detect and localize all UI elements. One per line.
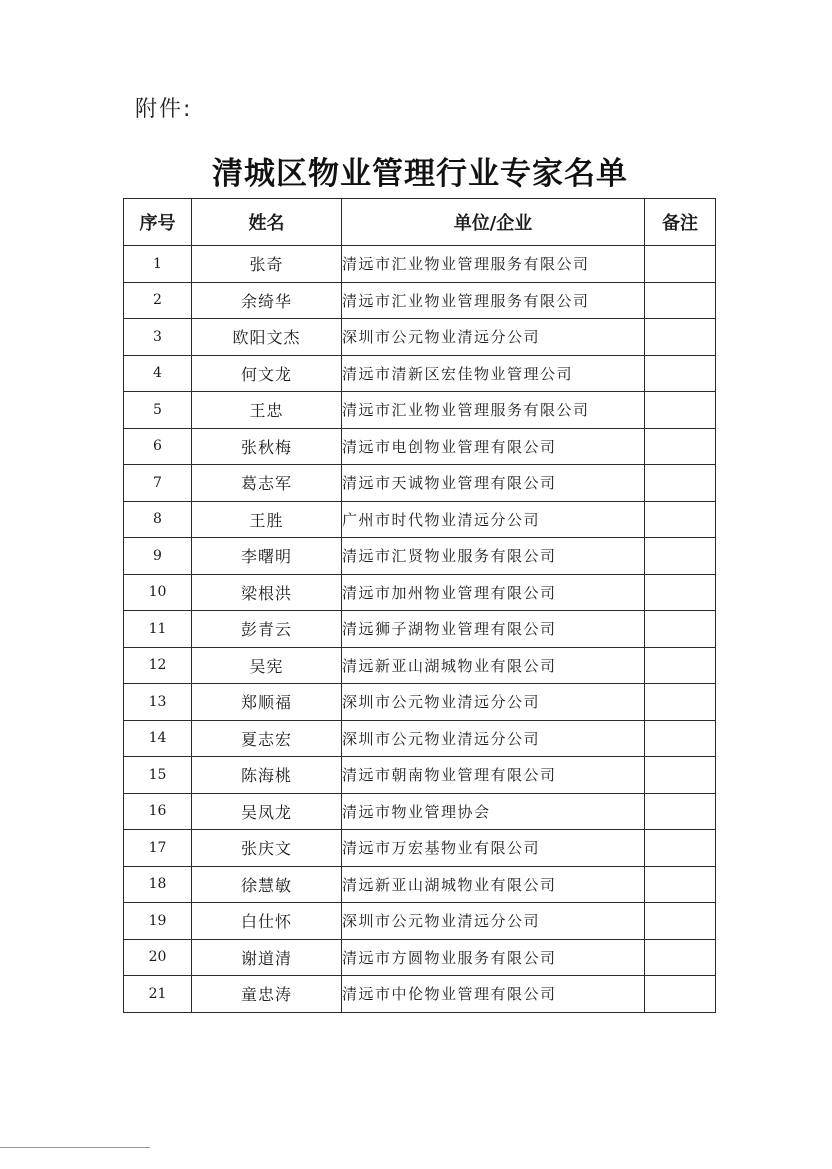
row-note-cell <box>645 976 716 1013</box>
row-seq-cell: 5 <box>124 392 192 429</box>
row-unit-cell: 清远市中伦物业管理有限公司 <box>342 976 645 1013</box>
row-name-cell: 吴凤龙 <box>192 793 342 830</box>
table-row <box>124 246 716 283</box>
row-unit-cell: 深圳市公元物业清远分公司 <box>342 319 645 356</box>
row-name-cell: 王忠 <box>192 392 342 429</box>
row-seq-cell: 8 <box>124 501 192 538</box>
row-unit-cell: 清远市汇业物业管理服务有限公司 <box>342 392 645 429</box>
row-note-cell <box>645 574 716 611</box>
row-note-cell <box>645 465 716 502</box>
table-row <box>124 647 716 684</box>
row-name-cell: 郑顺福 <box>192 684 342 721</box>
table-row <box>124 830 716 867</box>
row-note-cell <box>645 793 716 830</box>
row-seq-cell: 19 <box>124 903 192 940</box>
row-note-cell <box>645 611 716 648</box>
attachment-label: 附件: <box>135 97 193 122</box>
table-row <box>124 611 716 648</box>
row-note-cell <box>645 684 716 721</box>
table-row <box>124 866 716 903</box>
row-name-cell: 童忠涛 <box>192 976 342 1013</box>
row-note-cell <box>645 392 716 429</box>
table-row <box>124 720 716 757</box>
row-seq-cell: 20 <box>124 939 192 976</box>
row-unit-cell: 深圳市公元物业清远分公司 <box>342 684 645 721</box>
column-header-unit: 单位/企业 <box>342 199 645 246</box>
table-row <box>124 793 716 830</box>
row-note-cell <box>645 830 716 867</box>
row-unit-cell: 清远市加州物业管理有限公司 <box>342 574 645 611</box>
document-title: 清城区物业管理行业专家名单 <box>212 156 628 192</box>
row-seq-cell: 12 <box>124 647 192 684</box>
row-unit-cell: 清远市物业管理协会 <box>342 793 645 830</box>
row-name-cell: 张庆文 <box>192 830 342 867</box>
table-row <box>124 355 716 392</box>
row-name-cell: 谢道清 <box>192 939 342 976</box>
row-note-cell <box>645 282 716 319</box>
row-unit-cell: 清远市万宏基物业有限公司 <box>342 830 645 867</box>
row-note-cell <box>645 428 716 465</box>
row-unit-cell: 清远市清新区宏佳物业管理公司 <box>342 355 645 392</box>
row-name-cell: 夏志宏 <box>192 720 342 757</box>
column-header-seq: 序号 <box>124 199 192 246</box>
row-seq-cell: 10 <box>124 574 192 611</box>
table-row <box>124 757 716 794</box>
table-row <box>124 428 716 465</box>
row-note-cell <box>645 355 716 392</box>
row-note-cell <box>645 757 716 794</box>
table-row <box>124 903 716 940</box>
table-row <box>124 574 716 611</box>
row-name-cell: 欧阳文杰 <box>192 319 342 356</box>
row-seq-cell: 18 <box>124 866 192 903</box>
row-note-cell <box>645 538 716 575</box>
row-note-cell <box>645 720 716 757</box>
row-unit-cell: 广州市时代物业清远分公司 <box>342 501 645 538</box>
row-name-cell: 王胜 <box>192 501 342 538</box>
table-row <box>124 939 716 976</box>
row-unit-cell: 清远市汇贤物业服务有限公司 <box>342 538 645 575</box>
row-seq-cell: 6 <box>124 428 192 465</box>
row-note-cell <box>645 866 716 903</box>
row-seq-cell: 7 <box>124 465 192 502</box>
row-seq-cell: 3 <box>124 319 192 356</box>
row-note-cell <box>645 501 716 538</box>
row-seq-cell: 4 <box>124 355 192 392</box>
row-seq-cell: 15 <box>124 757 192 794</box>
scan-edge-line <box>0 1147 150 1148</box>
row-name-cell: 余绮华 <box>192 282 342 319</box>
row-seq-cell: 11 <box>124 611 192 648</box>
table-row <box>124 465 716 502</box>
table-row <box>124 319 716 356</box>
row-name-cell: 张奇 <box>192 246 342 283</box>
row-note-cell <box>645 647 716 684</box>
row-note-cell <box>645 939 716 976</box>
table-header-row <box>124 199 716 246</box>
table-row <box>124 538 716 575</box>
row-name-cell: 张秋梅 <box>192 428 342 465</box>
expert-list-table <box>123 198 716 1013</box>
row-name-cell: 徐慧敏 <box>192 866 342 903</box>
table-row <box>124 282 716 319</box>
table-row <box>124 976 716 1013</box>
row-unit-cell: 深圳市公元物业清远分公司 <box>342 720 645 757</box>
row-note-cell <box>645 319 716 356</box>
table-row <box>124 501 716 538</box>
row-seq-cell: 1 <box>124 246 192 283</box>
row-name-cell: 李曙明 <box>192 538 342 575</box>
row-seq-cell: 21 <box>124 976 192 1013</box>
row-name-cell: 彭青云 <box>192 611 342 648</box>
row-name-cell: 梁根洪 <box>192 574 342 611</box>
row-unit-cell: 清远新亚山湖城物业有限公司 <box>342 866 645 903</box>
row-seq-cell: 2 <box>124 282 192 319</box>
row-unit-cell: 清远市天诚物业管理有限公司 <box>342 465 645 502</box>
row-note-cell <box>645 246 716 283</box>
row-unit-cell: 清远市方圆物业服务有限公司 <box>342 939 645 976</box>
row-name-cell: 何文龙 <box>192 355 342 392</box>
column-header-note: 备注 <box>645 199 716 246</box>
row-name-cell: 葛志军 <box>192 465 342 502</box>
row-seq-cell: 16 <box>124 793 192 830</box>
row-seq-cell: 14 <box>124 720 192 757</box>
row-seq-cell: 9 <box>124 538 192 575</box>
column-header-name: 姓名 <box>192 199 342 246</box>
row-seq-cell: 17 <box>124 830 192 867</box>
row-unit-cell: 深圳市公元物业清远分公司 <box>342 903 645 940</box>
row-unit-cell: 清远市汇业物业管理服务有限公司 <box>342 282 645 319</box>
row-name-cell: 白仕怀 <box>192 903 342 940</box>
row-unit-cell: 清远市汇业物业管理服务有限公司 <box>342 246 645 283</box>
row-unit-cell: 清远市电创物业管理有限公司 <box>342 428 645 465</box>
row-name-cell: 陈海桃 <box>192 757 342 794</box>
row-note-cell <box>645 903 716 940</box>
row-unit-cell: 清远市朝南物业管理有限公司 <box>342 757 645 794</box>
table-row <box>124 392 716 429</box>
row-unit-cell: 清远新亚山湖城物业有限公司 <box>342 647 645 684</box>
row-seq-cell: 13 <box>124 684 192 721</box>
table-row <box>124 684 716 721</box>
row-unit-cell: 清远狮子湖物业管理有限公司 <box>342 611 645 648</box>
table-body <box>124 246 716 1013</box>
row-name-cell: 吴宪 <box>192 647 342 684</box>
